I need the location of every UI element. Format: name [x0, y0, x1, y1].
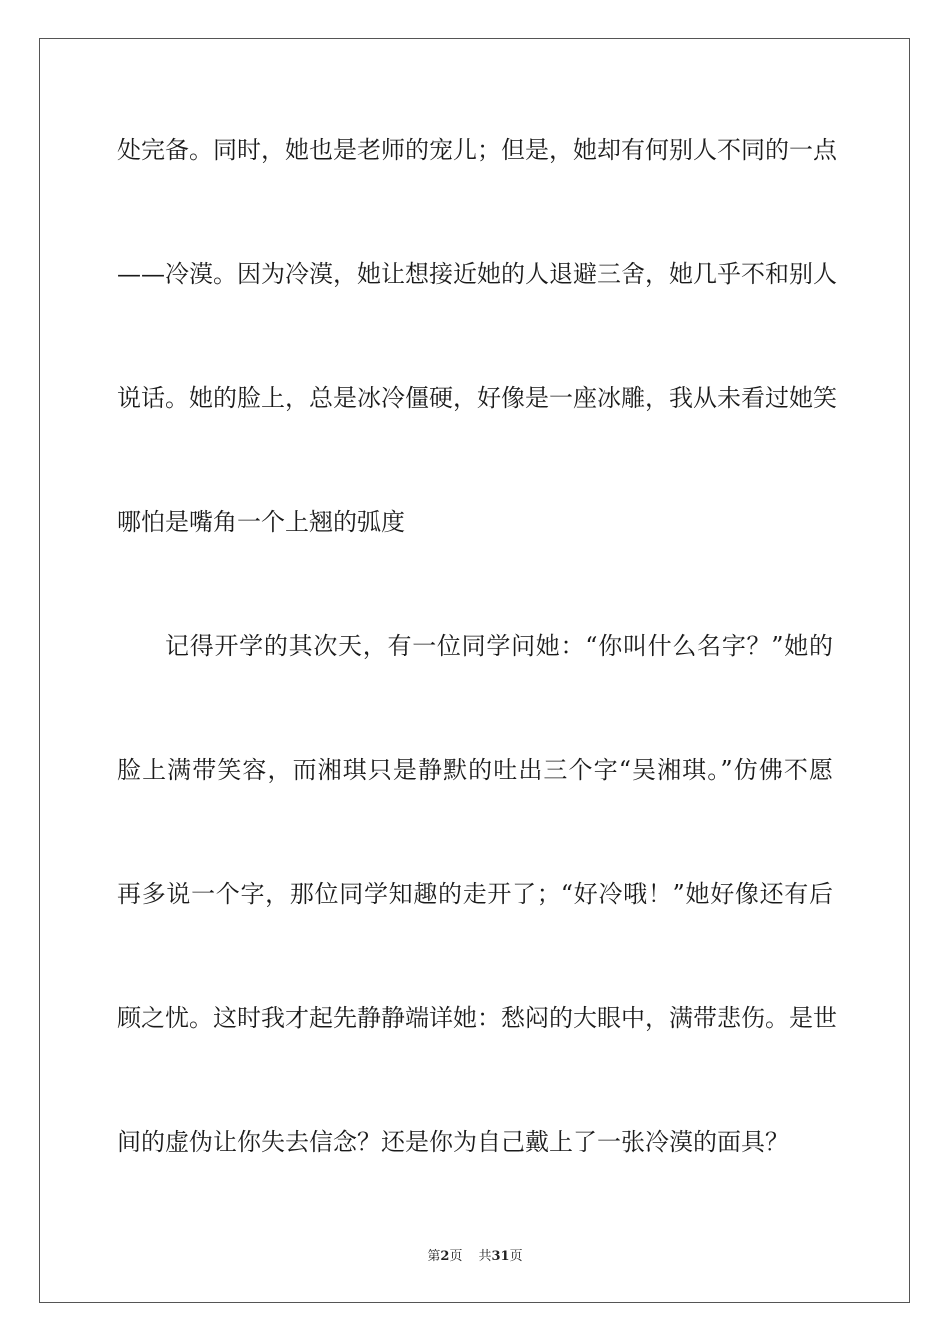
- text-line-5: 记得开学的其次天，有一位同学问她：“你叫什么名字？”她的: [165, 632, 833, 660]
- text-line-3: 说话。她的脸上，总是冰冷僵硬，好像是一座冰雕，我从未看过她笑: [117, 384, 837, 412]
- text-line-9: 间的虚伪让你失去信念？还是你为自己戴上了一张冷漠的面具？: [117, 1128, 789, 1156]
- page-total: 31: [491, 1249, 510, 1264]
- text-line-6: 脸上满带笑容，而湘琪只是静默的吐出三个字“吴湘琪。”仿佛不愿: [117, 756, 833, 784]
- text-line-8: 顾之忧。这时我才起先静静端详她：愁闷的大眼中，满带悲伤。是世: [117, 1004, 837, 1032]
- total-prefix: 共: [478, 1249, 492, 1264]
- page-border: [39, 38, 910, 1303]
- text-line-1: 处完备。同时，她也是老师的宠儿；但是，她却有何别人不同的一点: [117, 136, 837, 164]
- text-line-7: 再多说一个字，那位同学知趣的走开了；“好冷哦！”她好像还有后: [117, 880, 833, 908]
- page-current: 2: [440, 1249, 450, 1264]
- total-suffix: 页: [509, 1249, 523, 1264]
- page-footer: [0, 1249, 950, 1265]
- text-line-4: 哪怕是嘴角一个上翘的弧度: [117, 508, 405, 536]
- page-prefix: 第: [427, 1249, 441, 1264]
- page-suffix: 页: [449, 1249, 463, 1264]
- text-line-2: ——冷漠。因为冷漠，她让想接近她的人退避三舍，她几乎不和别人: [117, 260, 837, 288]
